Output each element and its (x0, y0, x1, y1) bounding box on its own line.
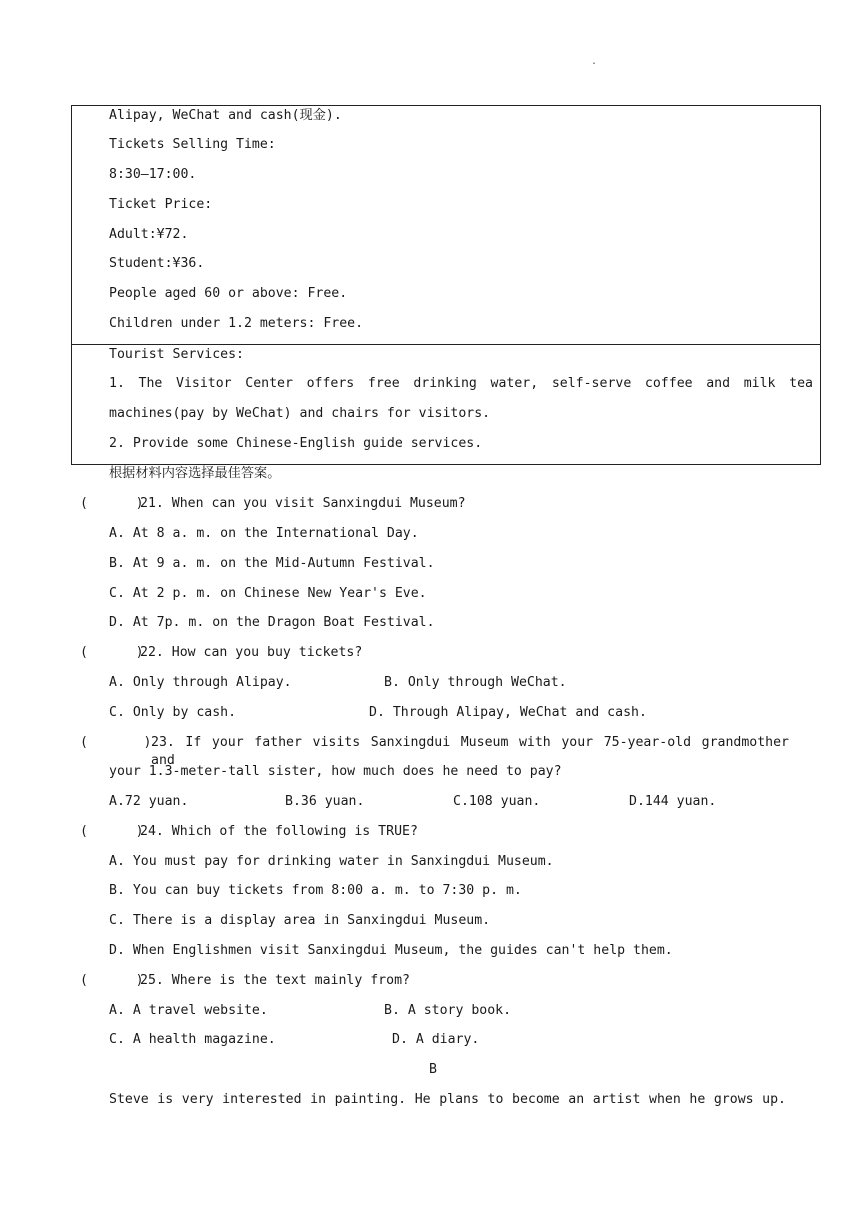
passage-b-first-line: Steve is very interested in painting. He plans to become an artist when he grows up. (109, 1092, 786, 1107)
header-mark: . (591, 56, 598, 67)
ticket-price-label: Ticket Price: (109, 197, 213, 212)
q21-option-b: B. At 9 a. m. on the Mid-Autumn Festival. (109, 556, 435, 571)
question-22: 22. How can you buy tickets? (140, 645, 363, 660)
q25-option-d: D. A diary. (392, 1032, 480, 1047)
answer-blank-23: ( ) (80, 735, 152, 750)
service-item-2: 2. Provide some Chinese-English guide services. (109, 436, 483, 451)
q23-option-a: A.72 yuan. (109, 794, 189, 809)
q23-option-d: D.144 yuan. (629, 794, 717, 809)
q25-option-b: B. A story book. (384, 1003, 512, 1018)
price-student: Student:¥36. (109, 256, 205, 271)
selling-time-value: 8:30—17:00. (109, 167, 197, 182)
service-item-1a: 1. The Visitor Center offers free drinking water, self-serve coffee and milk tea (109, 376, 813, 391)
q22-option-a: A. Only through Alipay. (109, 675, 292, 690)
q25-option-c: C. A health magazine. (109, 1032, 276, 1047)
instruction: 根据材料内容选择最佳答案。 (109, 466, 281, 481)
price-senior: People aged 60 or above: Free. (109, 286, 348, 301)
question-25: 25. Where is the text mainly from? (140, 973, 410, 988)
q21-option-d: D. At 7p. m. on the Dragon Boat Festival. (109, 615, 435, 630)
service-item-1b: machines(pay by WeChat) and chairs for visitors. (109, 406, 491, 421)
question-21: 21. When can you visit Sanxingdui Museum? (140, 496, 466, 511)
answer-blank-25: ( ) (80, 973, 144, 988)
q23-option-b: B.36 yuan. (285, 794, 365, 809)
section-heading-b: B (429, 1062, 437, 1077)
q23-option-c: C.108 yuan. (453, 794, 541, 809)
payment-methods: Alipay, WeChat and cash(现金). (109, 108, 342, 123)
q22-option-b: B. Only through WeChat. (384, 675, 567, 690)
answer-blank-21: ( ) (80, 496, 144, 511)
services-title: Tourist Services: (109, 347, 244, 362)
q21-option-a: A. At 8 a. m. on the International Day. (109, 526, 419, 541)
question-23-line2: your 1.3-meter-tall sister, how much does he need to pay? (109, 764, 562, 779)
price-adult: Adult:¥72. (109, 227, 189, 242)
q22-option-d: D. Through Alipay, WeChat and cash. (369, 705, 647, 720)
answer-blank-22: ( ) (80, 645, 144, 660)
price-children: Children under 1.2 meters: Free. (109, 316, 364, 331)
answer-blank-24: ( ) (80, 824, 144, 839)
question-24: 24. Which of the following is TRUE? (140, 824, 418, 839)
selling-time-label: Tickets Selling Time: (109, 137, 276, 152)
q24-option-d: D. When Englishmen visit Sanxingdui Museum, the guides can't help them. (109, 943, 673, 958)
q24-option-a: A. You must pay for drinking water in Sanxingdui Museum. (109, 854, 554, 869)
q22-option-c: C. Only by cash. (109, 705, 237, 720)
question-23-line1: 23. If your father visits Sanxingdui Museum with your 75-year-old grandmother and (151, 735, 789, 768)
q21-option-c: C. At 2 p. m. on Chinese New Year's Eve. (109, 586, 427, 601)
q24-option-b: B. You can buy tickets from 8:00 a. m. to 7:30 p. m. (109, 883, 522, 898)
q25-option-a: A. A travel website. (109, 1003, 268, 1018)
q24-option-c: C. There is a display area in Sanxingdui Museum. (109, 913, 491, 928)
